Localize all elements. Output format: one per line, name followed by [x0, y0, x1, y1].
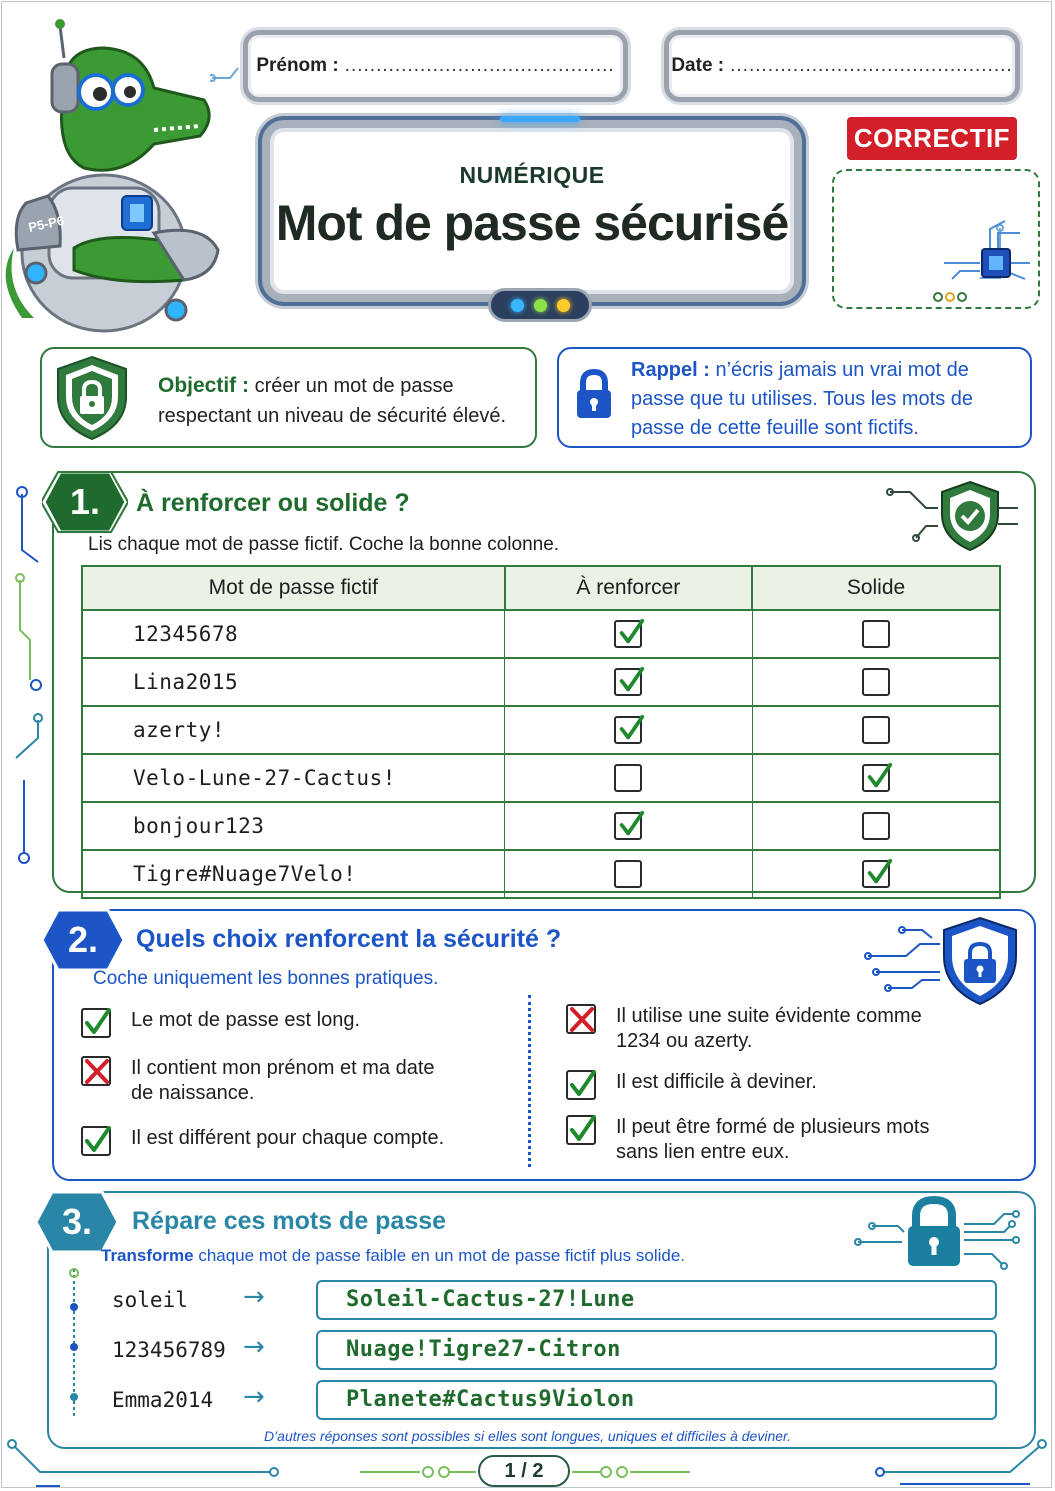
- section-3-title: Répare ces mots de passe: [132, 1207, 447, 1235]
- password-cell: Velo-Lune-27-Cactus!: [82, 754, 505, 802]
- section-1-instruction: Lis chaque mot de passe fictif. Coche la bonne colonne.: [88, 534, 560, 555]
- shield-check-icon: [886, 478, 1022, 554]
- rappel-box: [557, 347, 1032, 448]
- practice-item: [81, 1126, 444, 1156]
- cross-icon[interactable]: [566, 1004, 596, 1034]
- solide-cell: [752, 754, 1000, 802]
- section-1-title: À renforcer ou solide ?: [136, 489, 410, 517]
- solide-checkbox[interactable]: [862, 620, 890, 648]
- repair-row: [0, 1380, 1055, 1420]
- table-row: [82, 850, 1000, 898]
- table-row: [82, 706, 1000, 754]
- column-header: À renforcer: [505, 566, 752, 610]
- renforcer-checkbox[interactable]: [614, 860, 642, 888]
- checked-solide-checkbox[interactable]: [862, 764, 890, 792]
- practice-item: [81, 1056, 435, 1106]
- practice-label-line: 1234 ou azerty.: [616, 1030, 753, 1052]
- password-cell: 12345678: [82, 610, 505, 658]
- practice-label-line: Il peut être formé de plusieurs mots: [616, 1116, 930, 1138]
- solide-cell: [752, 850, 1000, 898]
- section-3-instruction: [101, 1246, 685, 1266]
- password-cell: bonjour123: [82, 802, 505, 850]
- section-2-instruction: Coche uniquement les bonnes pratiques.: [93, 968, 439, 989]
- solide-checkbox[interactable]: [862, 812, 890, 840]
- padlock-icon: [574, 369, 614, 421]
- renforcer-cell: [505, 706, 752, 754]
- objectif-text-2: respectant un niveau de sécurité élevé.: [158, 405, 506, 427]
- repair-row: [0, 1330, 1055, 1370]
- practice-label: [131, 1008, 360, 1033]
- solide-cell: [752, 610, 1000, 658]
- correctif-badge: CORRECTIF: [847, 117, 1017, 160]
- practice-label: [131, 1126, 444, 1151]
- table-row: [82, 658, 1000, 706]
- weak-password: soleil: [112, 1288, 188, 1312]
- solide-cell: [752, 802, 1000, 850]
- page-number: 1 / 2: [478, 1455, 570, 1487]
- solide-checkbox[interactable]: [862, 668, 890, 696]
- crocodile-robot-mascot-icon: [4, 18, 230, 336]
- column-divider: [528, 995, 531, 1167]
- column-header: Solide: [752, 566, 1000, 610]
- practice-item: [566, 1004, 922, 1054]
- arrow-right-icon: →: [243, 1382, 265, 1412]
- date-dots: .............................................: [730, 55, 1013, 76]
- section-1-number-badge: 1.: [42, 470, 128, 534]
- shield-lock-icon: [54, 355, 130, 441]
- shield-lock-circuit-icon: [862, 916, 1022, 1008]
- footnote: D’autres réponses sont possibles si elles sont longues, uniques et difficiles à deviner.: [263, 1428, 792, 1444]
- title-panel: [262, 120, 802, 302]
- arrow-right-icon: →: [243, 1282, 265, 1312]
- renforcer-cell: [505, 802, 752, 850]
- check-icon[interactable]: [81, 1008, 111, 1038]
- checked-renforcer-checkbox[interactable]: [614, 620, 642, 648]
- objectif-text-1: créer un mot de passe: [249, 375, 454, 397]
- solide-cell: [752, 706, 1000, 754]
- page-title: Mot de passe sécurisé: [275, 195, 789, 251]
- objectif-keyword: Objectif :: [158, 374, 250, 397]
- section-3-instruction-bold: Transforme: [101, 1246, 194, 1265]
- checked-solide-checkbox[interactable]: [862, 860, 890, 888]
- side-circuit-icon: [6, 480, 46, 870]
- arrow-right-icon: →: [243, 1332, 265, 1362]
- practice-label: [616, 1004, 922, 1054]
- column-header: Mot de passe fictif: [82, 566, 505, 610]
- practice-label-line: Le mot de passe est long.: [131, 1009, 361, 1031]
- password-cell: Tigre#Nuage7Velo!: [82, 850, 505, 898]
- renforcer-cell: [505, 610, 752, 658]
- renforcer-cell: [505, 754, 752, 802]
- checked-renforcer-checkbox[interactable]: [614, 812, 642, 840]
- strong-password-field[interactable]: [316, 1380, 997, 1420]
- rappel-text: n’écris jamais un vrai mot de passe que tu utilises. Tous les mots de passe de cette feuille sont fictifs.: [631, 359, 974, 439]
- section-2-title: Quels choix renforcent la sécurité ?: [136, 925, 562, 953]
- renforcer-cell: [505, 658, 752, 706]
- password-cell: Lina2015: [82, 658, 505, 706]
- date-label: Date :: [671, 55, 725, 76]
- check-icon[interactable]: [566, 1115, 596, 1145]
- section-3-number-badge: 3.: [34, 1190, 120, 1254]
- status-lights-icon: [488, 288, 592, 322]
- strong-password-field[interactable]: [316, 1280, 997, 1320]
- solide-checkbox[interactable]: [862, 716, 890, 744]
- strong-password-answer: Nuage!Tigre27-Citron: [346, 1337, 621, 1362]
- practice-label-line: Il est difficile à deviner.: [616, 1071, 817, 1093]
- section-3-instruction-rest: chaque mot de passe faible en un mot de passe fictif plus solide.: [193, 1246, 685, 1265]
- practice-item: [81, 1008, 360, 1038]
- table-row: [82, 610, 1000, 658]
- rappel-keyword: Rappel :: [631, 359, 710, 381]
- cross-icon[interactable]: [81, 1056, 111, 1086]
- chip-icon: [930, 219, 1036, 305]
- subject-label: NUMÉRIQUE: [459, 162, 605, 188]
- check-icon[interactable]: [566, 1070, 596, 1100]
- renforcer-cell: [505, 850, 752, 898]
- table-header-row: [82, 566, 1000, 610]
- weak-password: Emma2014: [112, 1388, 214, 1412]
- practice-item: [566, 1115, 929, 1165]
- checked-renforcer-checkbox[interactable]: [614, 668, 642, 696]
- practice-item: [566, 1070, 817, 1100]
- practice-label: [616, 1070, 817, 1095]
- solide-cell: [752, 658, 1000, 706]
- strong-password-field[interactable]: [316, 1330, 997, 1370]
- practice-label-line: de naissance.: [131, 1082, 255, 1104]
- password-cell: azerty!: [82, 706, 505, 754]
- prenom-dots: ...........................................: [344, 55, 615, 76]
- repair-row: [0, 1280, 1055, 1320]
- checked-renforcer-checkbox[interactable]: [614, 716, 642, 744]
- weak-password: 123456789: [112, 1338, 226, 1362]
- renforcer-checkbox[interactable]: [614, 764, 642, 792]
- padlock-circuit-icon: [854, 1194, 1026, 1270]
- practice-label-line: Il utilise une suite évidente comme: [616, 1005, 922, 1027]
- section-2-number-badge: 2.: [40, 908, 126, 972]
- practice-label-line: Il contient mon prénom et ma date: [131, 1057, 435, 1079]
- objectif-box: [40, 347, 537, 448]
- practice-label: [131, 1056, 435, 1106]
- practice-label-line: Il est différent pour chaque compte.: [131, 1127, 445, 1149]
- strong-password-answer: Planete#Cactus9Violon: [346, 1387, 635, 1412]
- prenom-label: Prénom :: [256, 55, 339, 76]
- strong-password-answer: Soleil-Cactus-27!Lune: [346, 1287, 635, 1312]
- check-icon[interactable]: [81, 1126, 111, 1156]
- passwords-table: [81, 565, 1001, 899]
- practice-label-line: sans lien entre eux.: [616, 1141, 790, 1163]
- table-row: [82, 802, 1000, 850]
- practice-label: [616, 1115, 929, 1165]
- grade-box[interactable]: [832, 169, 1040, 309]
- level-badge: P5-P6: [26, 212, 66, 235]
- table-row: [82, 754, 1000, 802]
